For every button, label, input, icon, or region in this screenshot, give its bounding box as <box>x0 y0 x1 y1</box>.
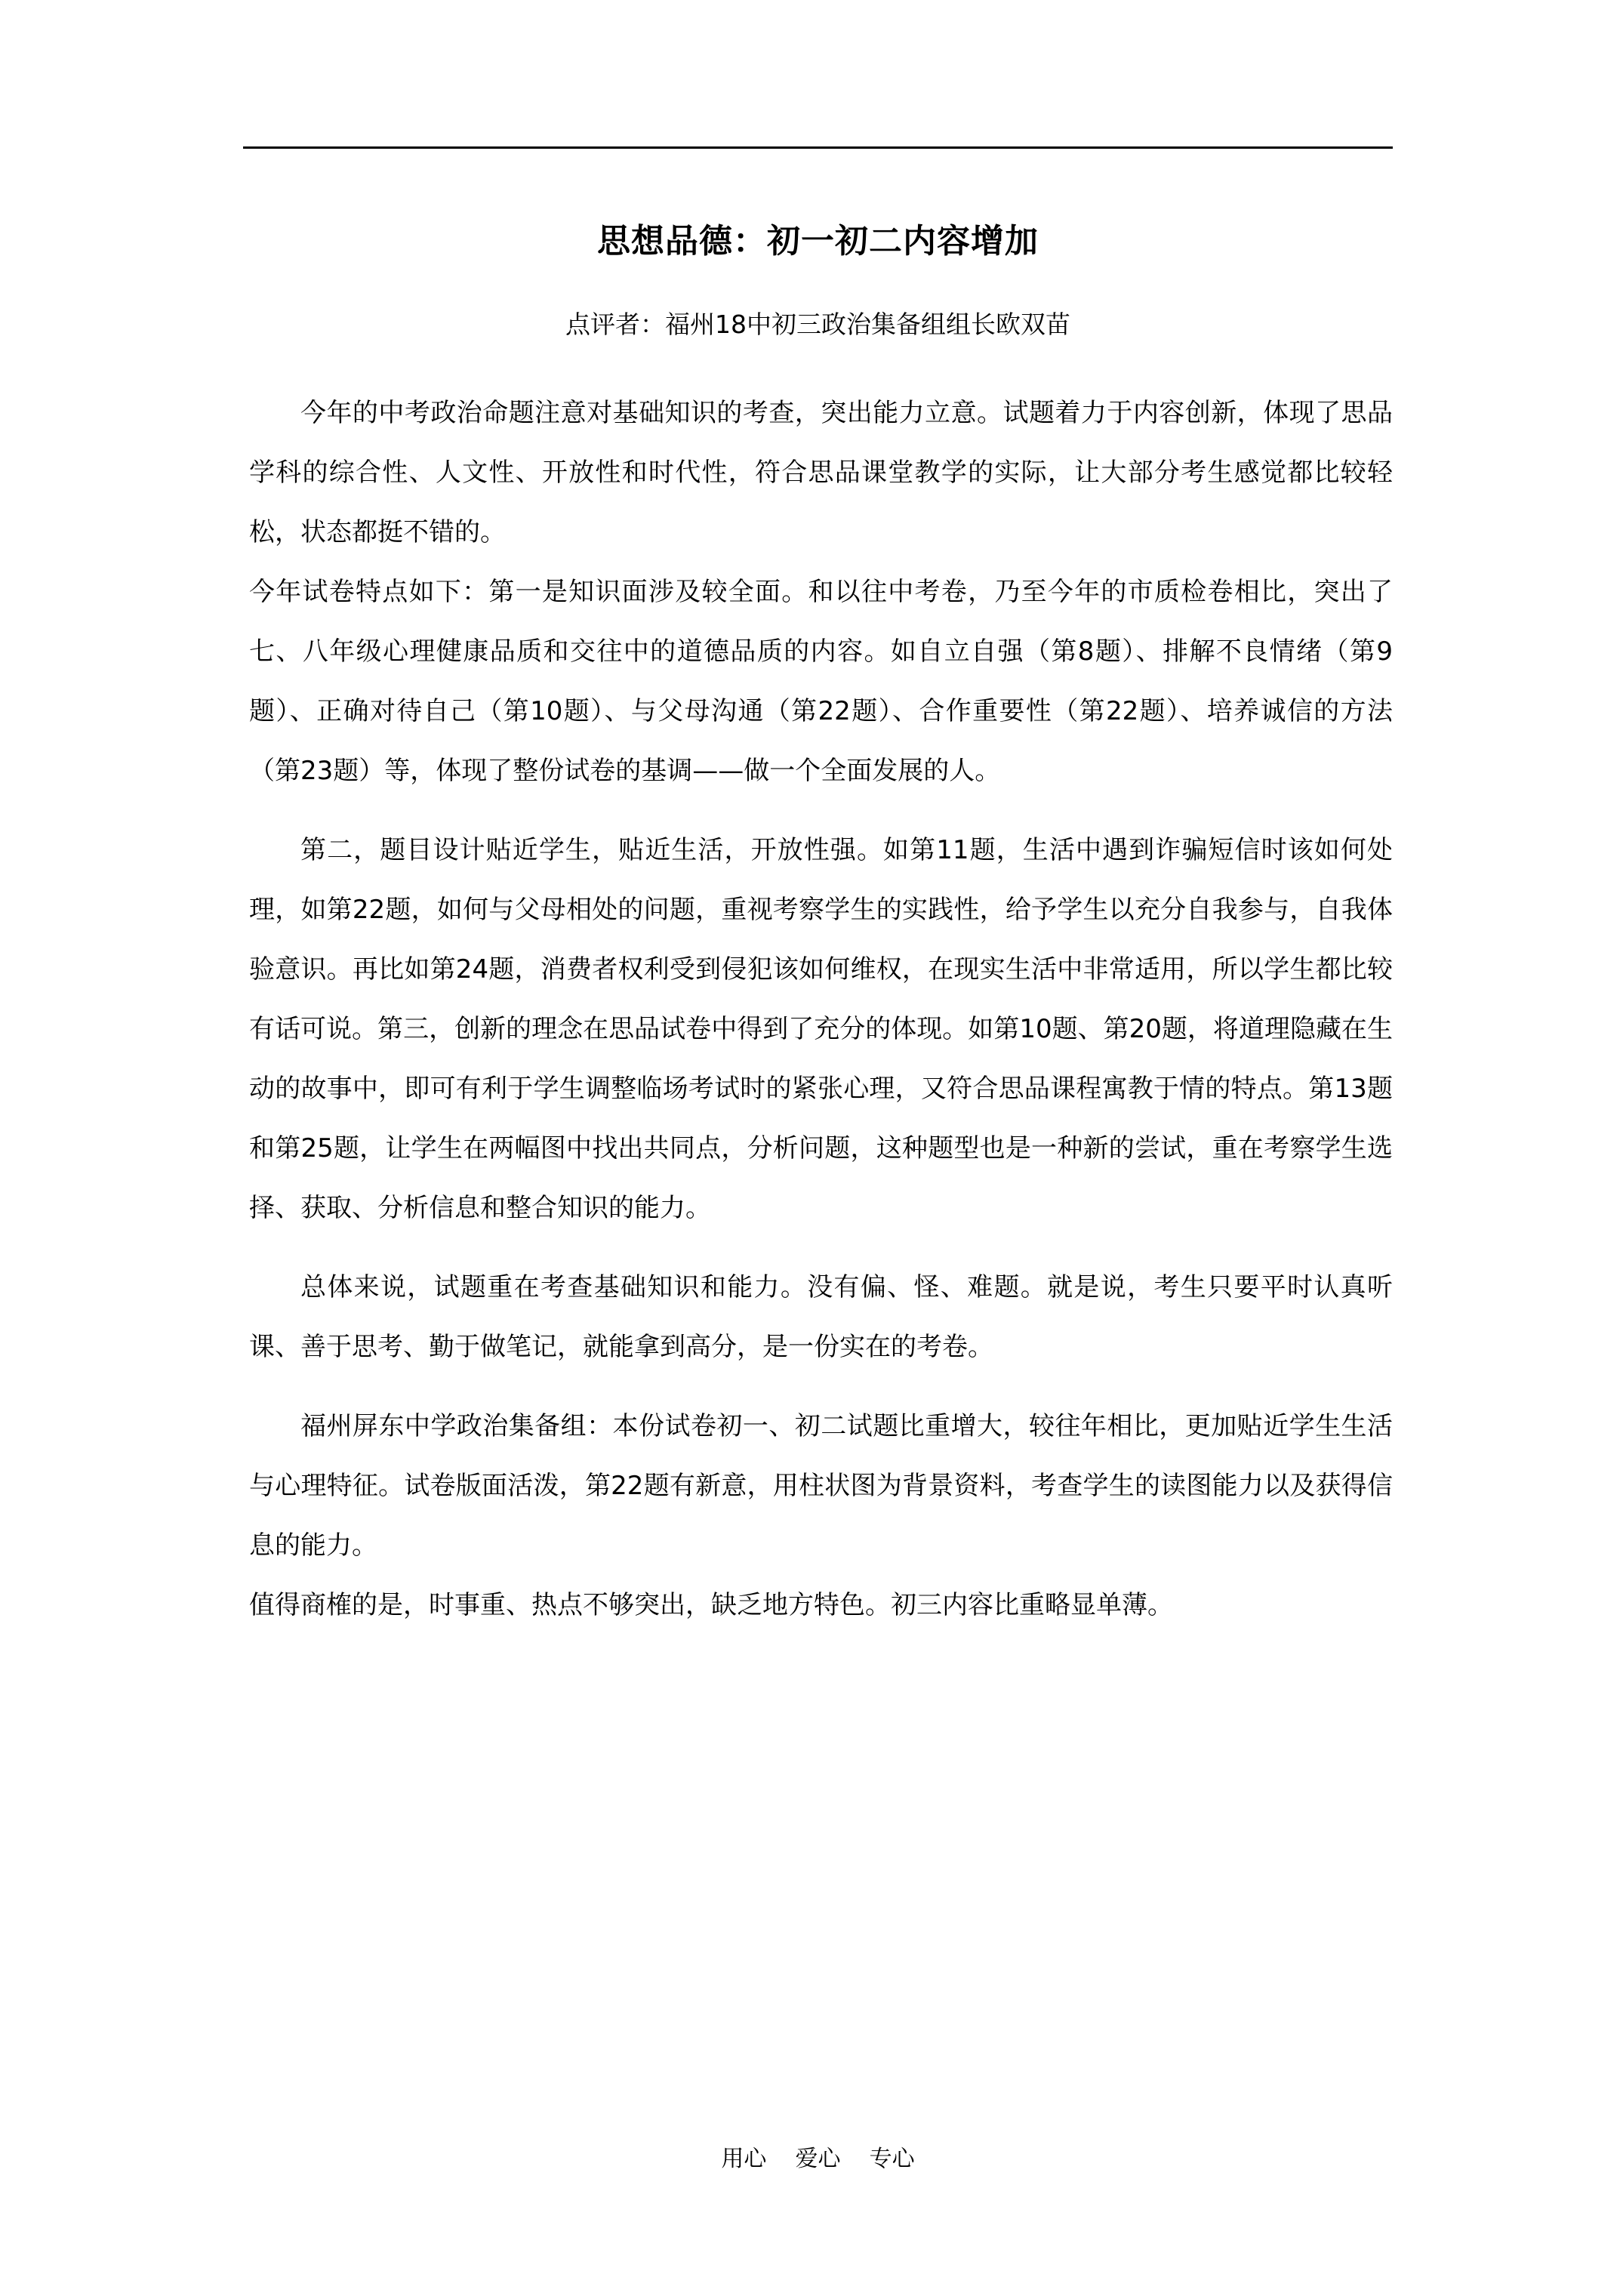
document-title: 思想品德：初一初二内容增加 <box>597 222 1039 260</box>
document-body <box>249 384 1393 1635</box>
paragraph-summary: 总体来说，试题重在考查基础知识和能力。没有偏、怪、难题。就是说，考生只要平时认真听课、善于思考、勤于做笔记，就能拿到高分，是一份实在的考卷。 <box>249 1272 1393 1362</box>
paragraph-features: 今年试卷特点如下：第一是知识面涉及较全面。和以往中考卷，乃至今年的市质检卷相比，突出了七、八年级心理健康品质和交往中的道德品质的内容。如自立自强（第8题）、排解不良情绪（第9题）、正确对待自己（第10题）、与父母沟通（第22题）、合作重要性（第22题）、培养诚信的方法（第23题）等，体现了整份试卷的基调——做一个全面发展的人。 <box>249 577 1393 786</box>
page-footer: 用心 爱心 专心 <box>721 2146 915 2172</box>
header-rule <box>243 146 1393 149</box>
paragraph-shortcomings: 值得商榷的是，时事重、热点不够突出，缺乏地方特色。初三内容比重略显单薄。 <box>249 1590 1173 1620</box>
paragraph-second-third: 第二，题目设计贴近学生，贴近生活，开放性强。如第11题，生活中遇到诈骗短信时该如何处理，如第22题，如何与父母相处的问题，重视考察学生的实践性，给予学生以充分自我参与，自我体验意识。再比如第24题，消费者权利受到侵犯该如何维权，在现实生活中非常适用，所以学生都比较有话可说。第三，创新的理念在思品试卷中得到了充分的体现。如第10题、第20题，将道理隐藏在生动的故事中，即可有利于学生调整临场考试时的紧张心理，又符合思品课程寓教于情的特点。第13题和第25题，让学生在两幅图中找出共同点，分析问题，这种题型也是一种新的尝试，重在考察学生选择、获取、分析信息和整合知识的能力。 <box>249 835 1393 1223</box>
document-subtitle: 点评者：福州18中初三政治集备组组长欧双苗 <box>565 310 1070 339</box>
paragraph-intro: 今年的中考政治命题注意对基础知识的考查，突出能力立意。试题着力于内容创新，体现了思品学科的综合性、人文性、开放性和时代性，符合思品课堂教学的实际，让大部分考生感觉都比较轻松，状态都挺不错的。 <box>249 398 1393 547</box>
paragraph-pingdong-comment: 福州屏东中学政治集备组：本份试卷初一、初二试题比重增大，较往年相比，更加贴近学生生活与心理特征。试卷版面活泼，第22题有新意，用柱状图为背景资料，考查学生的读图能力以及获得信息的能力。 <box>249 1411 1393 1561</box>
